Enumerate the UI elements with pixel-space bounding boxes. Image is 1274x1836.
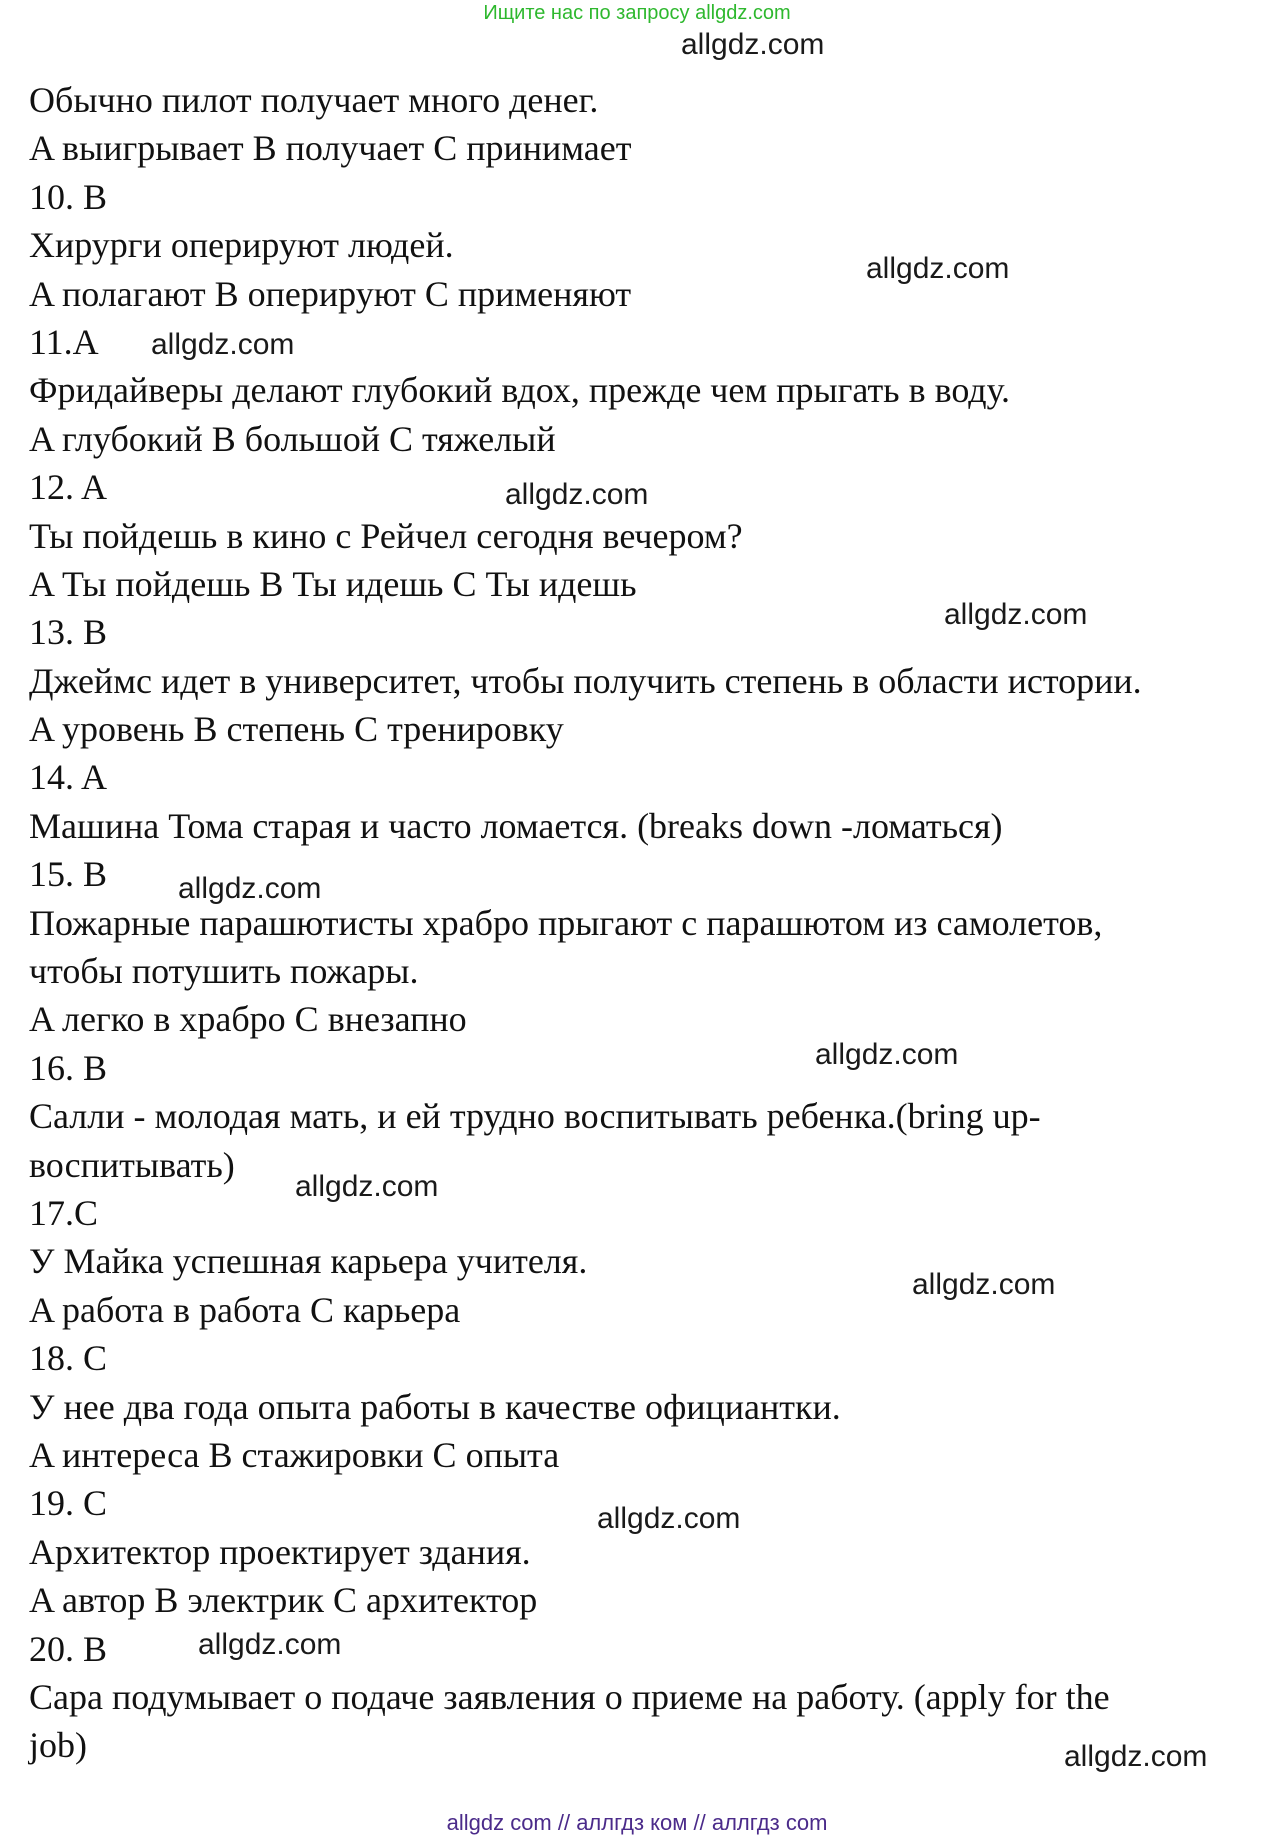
text-line: Фридайверы делают глубокий вдох, прежде чем прыгать в воду. [29, 370, 1011, 411]
text-line: A интереса B стажировки C опыта [29, 1434, 560, 1475]
watermark: allgdz.com [505, 478, 649, 511]
answer-number: 18. C [29, 1338, 108, 1379]
answer-number: 19. C [29, 1483, 108, 1524]
answer-number: 16. B [29, 1047, 108, 1088]
watermark: allgdz.com [198, 1628, 342, 1661]
watermark: allgdz.com [597, 1502, 741, 1535]
text-line: A полагают B оперируют C применяют [29, 273, 632, 314]
text-line: A глубокий B большой C тяжелый [29, 418, 556, 459]
text-line: A уровень B степень C тренировку [29, 709, 564, 750]
answer-number: 15. B [29, 854, 108, 895]
text-line: A автор B электрик C архитектор [29, 1580, 538, 1621]
answer-number: 14. A [29, 757, 108, 798]
footer-watermark: allgdz com // аллгдз ком // аллгдз com [446, 1810, 828, 1835]
text-line: У Майка успешная карьера учителя. [29, 1241, 588, 1282]
text-line: Хирурги оперируют людей. [29, 225, 454, 266]
text-line: A Ты пойдешь B Ты идешь C Ты идешь [29, 563, 637, 604]
text-line: чтобы потушить пожары. [29, 951, 419, 992]
answer-number: 11.A [29, 321, 99, 362]
watermark: allgdz.com [1064, 1740, 1208, 1773]
watermark: allgdz.com [151, 328, 295, 361]
answer-number: 10. B [29, 176, 108, 217]
top-banner: Ищите нас по запросу allgdz.com [483, 2, 791, 24]
text-line: Джеймс идет в университет, чтобы получить степень в области истории. [29, 660, 1142, 701]
text-line: воспитывать) [29, 1144, 235, 1185]
text-line: Архитектор проектирует здания. [29, 1531, 531, 1572]
text-line: A легко в храбро C внезапно [29, 999, 467, 1040]
answer-number: 20. B [29, 1628, 108, 1669]
text-line: У нее два года опыта работы в качестве официантки. [29, 1386, 841, 1427]
watermark: allgdz.com [681, 28, 825, 61]
watermark: allgdz.com [912, 1268, 1056, 1301]
text-line: Пожарные парашютисты храбро прыгают с парашютом из самолетов, [29, 902, 1103, 943]
text-line: A работа в работа C карьера [29, 1289, 461, 1330]
watermark: allgdz.com [866, 252, 1010, 285]
answer-number: 13. B [29, 612, 108, 653]
answer-number: 12. A [29, 467, 108, 508]
text-line: Обычно пилот получает много денег. [29, 80, 599, 120]
watermark: allgdz.com [178, 872, 322, 905]
watermark: allgdz.com [295, 1170, 439, 1203]
watermark: allgdz.com [944, 598, 1088, 631]
text-line: Салли - молодая мать, и ей трудно воспитывать ребенка.(bring up- [29, 1096, 1041, 1137]
text-line: A выигрывает B получает C принимает [29, 128, 632, 169]
text-line: job) [29, 1725, 87, 1766]
answer-number: 17.C [29, 1192, 99, 1233]
watermark: allgdz.com [815, 1038, 959, 1071]
text-line: Сара подумывает о подаче заявления о приеме на работу. (apply for the [29, 1676, 1110, 1717]
text-line: Машина Тома старая и часто ломается. (breaks down -ломаться) [29, 805, 1003, 846]
text-line: Ты пойдешь в кино с Рейчел сегодня вечером? [29, 515, 743, 556]
